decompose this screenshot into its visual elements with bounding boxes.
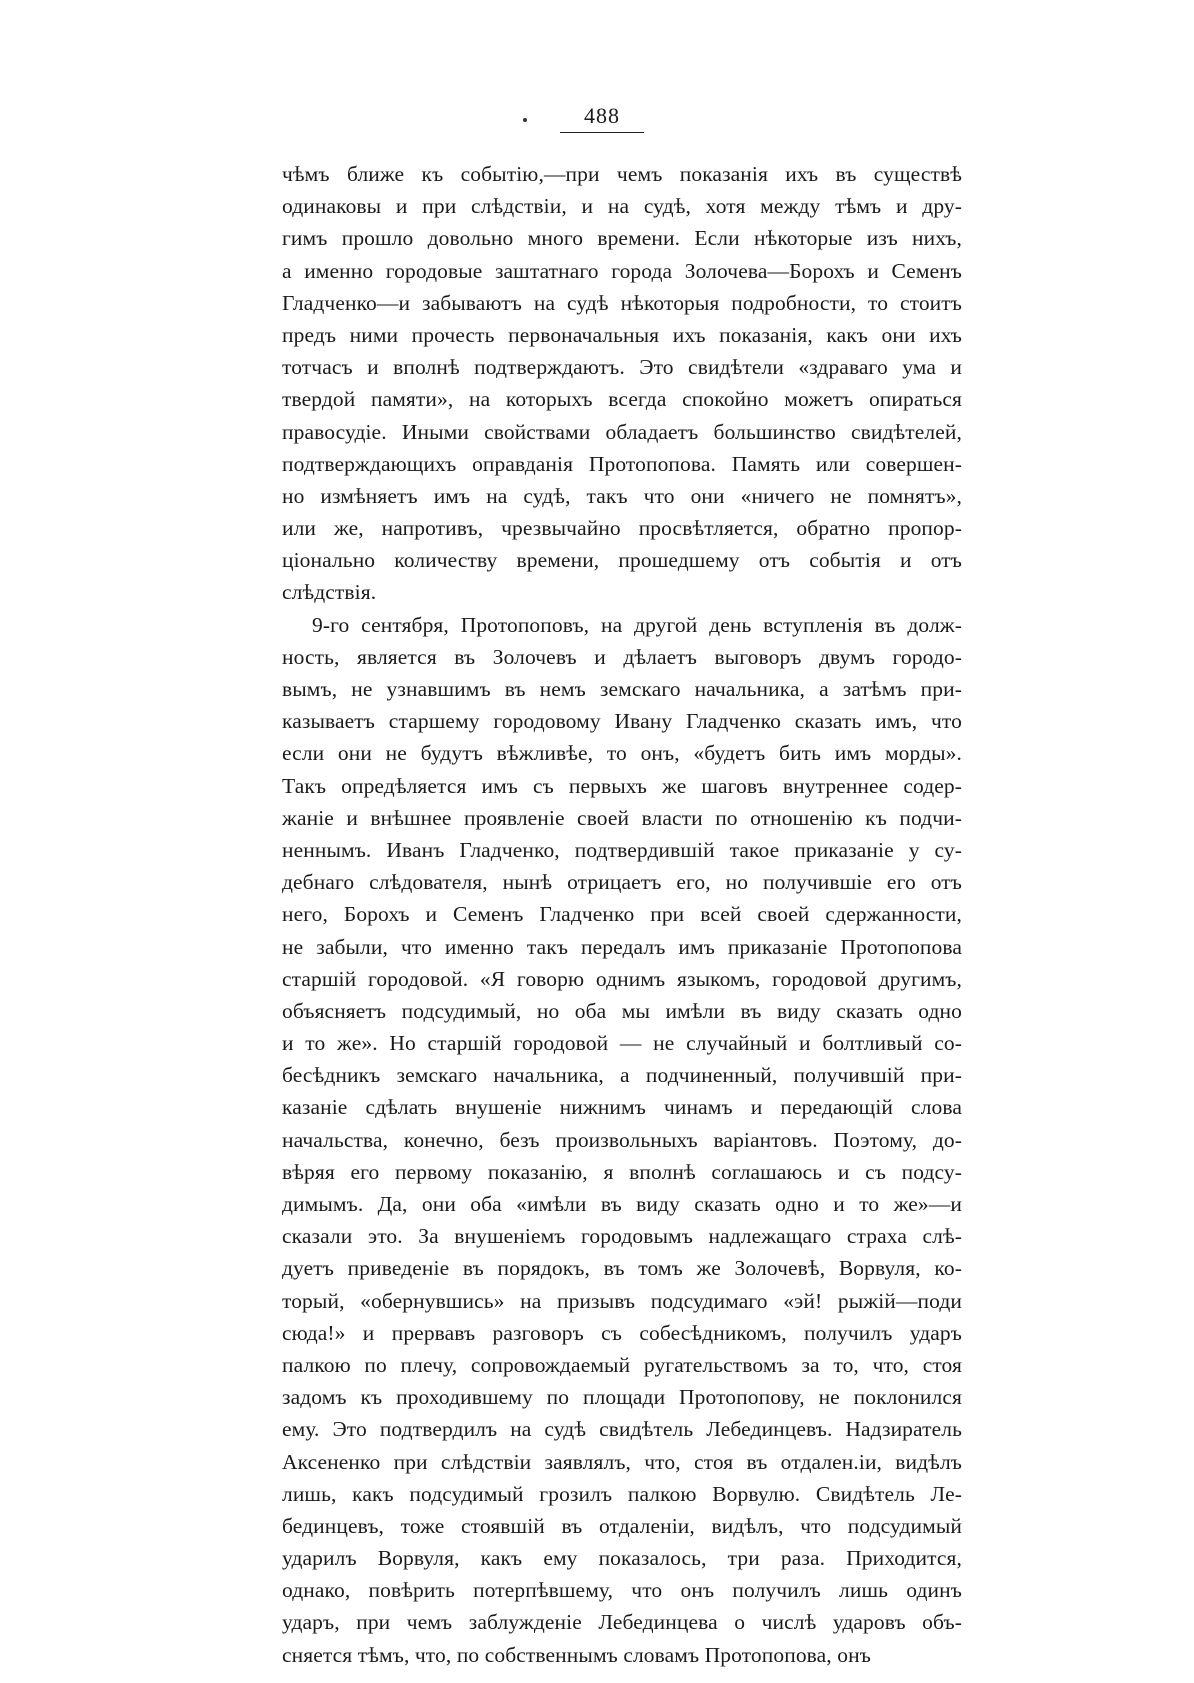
text-line: задомъ къ проходившему по площади Протопопову, не поклонился: [282, 1385, 962, 1410]
text-line: и то же». Но старшій городовой — не случайный и болтливый со-: [282, 1031, 962, 1056]
text-line: дебнаго слѣдователя, нынѣ отрицаетъ его, но получившіе его отъ: [282, 870, 962, 895]
text-line: ударилъ Ворвуля, какъ ему показалось, три раза. Приходится,: [282, 1546, 962, 1571]
text-line: дуетъ приведеніе въ порядокъ, въ томъ же Золочевѣ, Ворвуля, ко-: [282, 1256, 962, 1281]
ink-dot: [523, 118, 527, 122]
text-line: Гладченко—и забываютъ на судѣ нѣкоторыя подробности, то стоитъ: [282, 290, 962, 315]
text-line: начальства, конечно, безъ произвольныхъ варіантовъ. Поэтому, до-: [282, 1127, 962, 1152]
text-line: объясняетъ подсудимый, но оба мы имѣли въ виду сказать одно: [282, 998, 962, 1023]
text-line: казаніе сдѣлать внушеніе нижнимъ чинамъ и передающій слова: [282, 1095, 962, 1120]
text-line: ему. Это подтвердилъ на судѣ свидѣтель Лебединцевъ. Надзиратель: [282, 1417, 962, 1442]
text-line: ударъ, при чемъ заблужденіе Лебединцева о числѣ ударовъ объ-: [282, 1610, 962, 1635]
text-line: Аксененко при слѣдствіи заявлялъ, что, стоя въ отдален.іи, видѣлъ: [282, 1449, 962, 1474]
text-line: сказали это. За внушеніемъ городовымъ надлежащаго страха слѣ-: [282, 1224, 962, 1249]
text-line: бединцевъ, тоже стоявшій въ отдаленіи, видѣлъ, что подсудимый: [282, 1513, 962, 1538]
text-line: неннымъ. Иванъ Гладченко, подтвердившій такое приказаніе у су-: [282, 837, 962, 862]
text-line: палкою по плечу, сопровождаемый ругательствомъ за то, что, стоя: [282, 1352, 962, 1377]
text-line: жаніе и внѣшнее проявленіе своей власти по отношенію къ подчи-: [282, 805, 962, 830]
text-line: лишь, какъ подсудимый грозилъ палкою Ворвулю. Свидѣтель Ле-: [282, 1481, 962, 1506]
text-line: предъ ними прочесть первоначальныя ихъ показанія, какъ они ихъ: [282, 322, 962, 347]
text-line: бесѣдникъ земскаго начальника, а подчиненный, получившій при-: [282, 1063, 962, 1088]
text-line: Такъ опредѣляется имъ съ первыхъ же шаговъ внутреннее содер-: [282, 773, 962, 798]
text-line: или же, напротивъ, чрезвычайно просвѣтляется, обратно пропор-: [282, 516, 962, 541]
body-text: [282, 158, 962, 1671]
paragraph-2: [282, 609, 962, 1671]
text-line: если они не будутъ вѣжливѣе, то онъ, «будетъ бить имъ морды».: [282, 741, 962, 766]
text-line: ціонально количеству времени, прошедшему отъ событія и отъ: [282, 548, 962, 573]
text-line: него, Борохъ и Семенъ Гладченко при всей своей сдержанности,: [282, 902, 962, 927]
page-number: 488: [560, 103, 644, 133]
text-line: однако, повѣрить потерпѣвшему, что онъ получилъ лишь одинъ: [282, 1578, 962, 1603]
text-line: сняется тѣмъ, что, по собственнымъ словамъ Протопопова, онъ: [282, 1642, 871, 1667]
text-line: слѣдствія.: [282, 580, 377, 605]
text-line: одинаковы и при слѣдствіи, и на судѣ, хотя между тѣмъ и дру-: [282, 194, 962, 219]
text-line: не забыли, что именно такъ передалъ имъ приказаніе Протопопова: [282, 934, 962, 959]
text-line: сюда!» и прервавъ разговоръ съ собесѣдникомъ, получилъ ударъ: [282, 1320, 962, 1345]
text-line: твердой памяти», на которыхъ всегда спокойно можетъ опираться: [282, 387, 962, 412]
text-line: но измѣняетъ имъ на судѣ, такъ что они «ничего не помнятъ»,: [282, 483, 962, 508]
text-line: чѣмъ ближе къ событію,—при чемъ показанія ихъ въ существѣ: [282, 162, 962, 186]
text-line: правосудіе. Иными свойствами обладаетъ большинство свидѣтелей,: [282, 419, 962, 444]
text-line: 9-го сентября, Протопоповъ, на другой день вступленія въ долж-: [312, 612, 962, 637]
text-line: подтверждающихъ оправданія Протопопова. Память или совершен-: [282, 451, 962, 476]
text-line: казываетъ старшему городовому Ивану Гладченко сказать имъ, что: [282, 709, 962, 734]
paragraph-1: [282, 158, 962, 609]
text-line: торый, «обернувшись» на призывъ подсудимаго «эй! рыжій—поди: [282, 1288, 962, 1313]
text-line: а именно городовые заштатнаго города Золочева—Борохъ и Семенъ: [282, 258, 962, 283]
text-line: димымъ. Да, они оба «имѣли въ виду сказать одно и то же»—и: [282, 1192, 962, 1216]
text-line: гимъ прошло довольно много времени. Если нѣкоторые изъ нихъ,: [282, 226, 962, 251]
text-line: старшій городовой. «Я говорю однимъ языкомъ, городовой другимъ,: [282, 966, 962, 991]
text-line: вѣряя его первому показанію, я вполнѣ соглашаюсь и съ подсу-: [282, 1159, 962, 1184]
text-line: ность, является въ Золочевъ и дѣлаетъ выговоръ двумъ городо-: [282, 644, 962, 669]
text-line: тотчасъ и вполнѣ подтверждаютъ. Это свидѣтели «здраваго ума и: [282, 355, 962, 380]
text-line: вымъ, не узнавшимъ въ немъ земскаго начальника, а затѣмъ при-: [282, 677, 962, 701]
